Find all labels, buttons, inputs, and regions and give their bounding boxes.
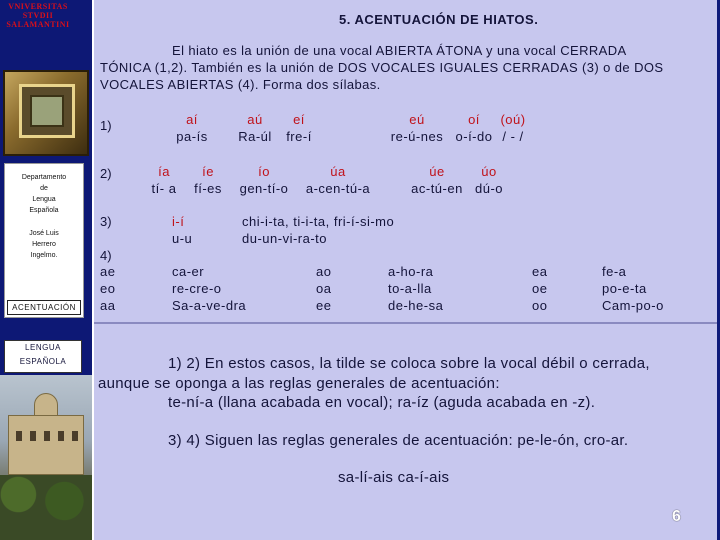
section-number: 2): [100, 166, 112, 181]
example-pair: aú Ra-úl: [238, 112, 272, 144]
building-photo: [0, 375, 92, 540]
example-pair: íe fí-es: [194, 164, 222, 196]
example-pair: úa a-cen-tú-a: [305, 164, 371, 196]
example-pair: aí pa-ís: [176, 112, 208, 144]
page-number: 6: [672, 508, 681, 525]
example-words: fe-a po-e-ta Cam-po-o: [602, 264, 664, 313]
section-number: 4): [100, 248, 112, 263]
sidebar: [0, 0, 92, 540]
intro-line: VOCALES ABIERTAS (4). Forma dos sílabas.: [100, 77, 381, 92]
example-words: a-ho-ra to-a-lla de-he-sa: [388, 264, 444, 313]
section-number: 1): [100, 118, 112, 133]
intro-paragraph: [100, 42, 708, 93]
note-line: aunque se oponga a las reglas generales de acentuación:: [98, 375, 500, 392]
vowel-pair-list: ao oa ee: [316, 264, 332, 313]
example-pair: eú re-ú-nes: [390, 112, 444, 144]
section-number: 3): [100, 214, 112, 229]
intro-line: TÓNICA (1,2). También es la unión de DOS VOCALES IGUALES CERRADAS (3) o de DOS: [100, 60, 664, 75]
logo-line: SALAMANTINI: [6, 20, 70, 29]
example-pair: oí o-í-do: [455, 112, 493, 144]
framed-painting-image: [3, 70, 89, 156]
example-pair: i-í u-u: [172, 214, 193, 246]
example-pair: úe ac-tú-en: [411, 164, 463, 196]
example-words: ca-er re-cre-o Sa-a-ve-dra: [172, 264, 247, 313]
logo-line: STVDII: [22, 11, 54, 20]
university-logo: [4, 2, 72, 42]
note-line: 1) 2) En estos casos, la tilde se coloca sobre la vocal débil o cerrada,: [168, 355, 650, 372]
example-pair: (oú) / - /: [500, 112, 526, 144]
example-pair: úo dú-o: [474, 164, 504, 196]
department-card: [4, 163, 84, 318]
example-pair: ía tí- a: [151, 164, 177, 196]
slide-content: [92, 0, 720, 540]
acentuacion-label: ACENTUACIÓN: [7, 300, 81, 315]
vowel-pair-list: ae eo aa: [100, 264, 116, 313]
divider: [94, 322, 717, 324]
slide-title: 5. ACENTUACIÓN DE HIATOS.: [339, 12, 539, 27]
intro-line: El hiato es la unión de una vocal ABIERTA ÁTONA y una vocal CERRADA: [172, 43, 627, 58]
lengua-espanola-box: LENGUA ESPAÑOLA: [4, 340, 82, 373]
note-line: 3) 4) Siguen las reglas generales de acentuación: pe-le-ón, cro-ar.: [168, 432, 629, 449]
example-pair: ío gen-tí-o: [239, 164, 289, 196]
vowel-pair-list: ea oe oo: [532, 264, 548, 313]
note-line: te-ní-a (llana acabada en vocal); ra-íz (aguda acabada en -z).: [168, 394, 596, 411]
author-name: José Luis Herrero Ingelmo.: [29, 230, 59, 259]
example-pair: eí fre-í: [286, 112, 312, 144]
note-line: sa-lí-ais ca-í-ais: [338, 469, 450, 486]
example-words: chi-i-ta, ti-i-ta, fri-í-si-mo du-un-vi-ra-to: [242, 214, 395, 246]
logo-line: VNIVERSITAS: [8, 2, 68, 11]
department-name: Departamento de Lengua Española: [21, 174, 67, 214]
